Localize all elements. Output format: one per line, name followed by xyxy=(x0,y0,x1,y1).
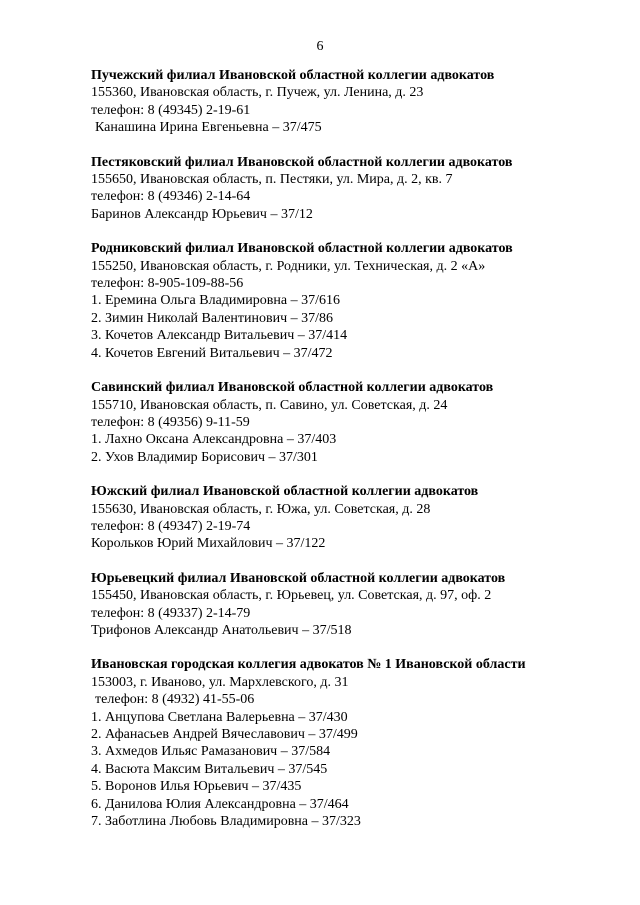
branch-section-ivanovo-city-1 xyxy=(91,656,611,830)
branch-phone: телефон: 8-905-109-88-56 xyxy=(91,276,244,292)
branch-title: Савинский филиал Ивановской областной коллегии адвокатов xyxy=(91,380,494,396)
branch-title: Ивановская городская коллегия адвокатов № 1 Ивановской области xyxy=(91,657,526,673)
lawyer-entry: 2. Афанасьев Андрей Вячеславович – 37/499 xyxy=(91,727,358,742)
lawyer-entry: 2. Зимин Николай Валентинович – 37/86 xyxy=(91,310,334,326)
branch-section-puchezh xyxy=(91,67,611,137)
branch-title: Южский филиал Ивановской областной коллегии адвокатов xyxy=(91,484,479,500)
lawyer-entry: Канашина Ирина Евгеньевна – 37/475 xyxy=(95,120,322,136)
lawyer-entry: 5. Воронов Илья Юрьевич – 37/435 xyxy=(91,779,302,795)
branch-phone: телефон: 8 (49347) 2-19-74 xyxy=(91,518,251,534)
lawyer-entry: Корольков Юрий Михайлович – 37/122 xyxy=(91,536,326,552)
branch-phone: телефон: 8 (4932) 41-55-06 xyxy=(95,692,255,708)
branch-section-savino xyxy=(91,379,611,466)
lawyer-entry: 4. Васюта Максим Витальевич – 37/545 xyxy=(91,761,328,777)
branch-section-pestyaki xyxy=(91,154,611,224)
lawyer-entry: 1. Лахно Оксана Александровна – 37/403 xyxy=(91,432,337,448)
lawyer-entry: 7. Заботлина Любовь Владимировна – 37/323 xyxy=(91,814,361,830)
branch-section-yuzha xyxy=(91,483,611,553)
document-content xyxy=(91,67,611,847)
lawyer-entry: Трифонов Александр Анатольевич – 37/518 xyxy=(91,622,352,638)
branch-title: Родниковский филиал Ивановской областной коллегии адвокатов xyxy=(91,241,513,257)
lawyer-entry: 3. Ахмедов Ильяс Рамазанович – 37/584 xyxy=(91,744,331,760)
branch-phone: телефон: 8 (49337) 2-14-79 xyxy=(91,605,251,621)
branch-address: 155360, Ивановская область, г. Пучеж, ул. Ленина, д. 23 xyxy=(91,85,424,101)
branch-phone: телефон: 8 (49346) 2-14-64 xyxy=(91,189,251,205)
branch-address: 153003, г. Иваново, ул. Мархлевского, д. 31 xyxy=(91,674,349,690)
branch-address: 155250, Ивановская область, г. Родники, ул. Техническая, д. 2 «А» xyxy=(91,258,486,274)
page-number: 6 xyxy=(316,39,324,54)
lawyer-entry: Баринов Александр Юрьевич – 37/12 xyxy=(91,206,313,222)
lawyer-entry: 6. Данилова Юлия Александровна – 37/464 xyxy=(91,796,349,812)
lawyer-entry: 1. Еремина Ольга Владимировна – 37/616 xyxy=(91,293,340,309)
lawyer-entry: 2. Ухов Владимир Борисович – 37/301 xyxy=(91,449,318,465)
branch-address: 155710, Ивановская область, п. Савино, ул. Советская, д. 24 xyxy=(91,397,448,413)
branch-phone: телефон: 8 (49345) 2-19-61 xyxy=(91,102,251,118)
branch-address: 155650, Ивановская область, п. Пестяки, ул. Мира, д. 2, кв. 7 xyxy=(91,172,453,188)
branch-phone: телефон: 8 (49356) 9-11-59 xyxy=(91,414,250,430)
lawyer-entry: 1. Анцупова Светлана Валерьевна – 37/430 xyxy=(91,709,348,725)
branch-address: 155450, Ивановская область, г. Юрьевец, ул. Советская, д. 97, оф. 2 xyxy=(91,588,492,604)
lawyer-entry: 4. Кочетов Евгений Витальевич – 37/472 xyxy=(91,345,333,361)
branch-section-rodniki xyxy=(91,240,611,362)
branch-title: Пестяковский филиал Ивановской областной коллегии адвокатов xyxy=(91,154,513,170)
branch-title: Юрьевецкий филиал Ивановской областной коллегии адвокатов xyxy=(91,570,506,586)
branch-address: 155630, Ивановская область, г. Южа, ул. Советская, д. 28 xyxy=(91,501,431,517)
lawyer-entry: 3. Кочетов Александр Витальевич – 37/414 xyxy=(91,328,348,344)
branch-title: Пучежский филиал Ивановской областной коллегии адвокатов xyxy=(91,68,495,83)
branch-section-yuryevets xyxy=(91,570,611,640)
